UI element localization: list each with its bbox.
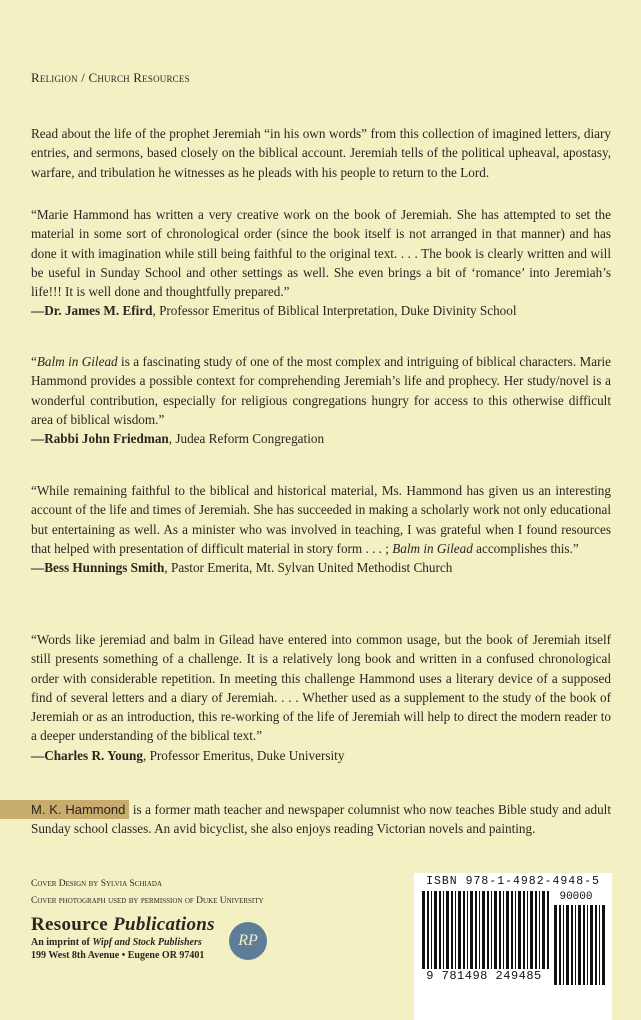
barcode-bar (578, 905, 581, 985)
barcode-bar (458, 891, 461, 969)
barcode-bar (479, 891, 480, 969)
barcode-bar (563, 905, 564, 985)
barcode-bar (491, 891, 492, 969)
publisher-imprint: An imprint of Wipf and Stock Publishers (31, 937, 202, 948)
category-label: Religion / Church Resources (31, 70, 190, 85)
publisher-logo: RP (229, 922, 267, 960)
barcode-bar (583, 905, 585, 985)
book-description: Read about the life of the prophet Jeremiah “in his own words” from this collection of imagined letters, diary entries, and sermons, based closely on the biblical account. Jeremiah tells of the political upheaval, apostasy, warfare, and tribulation he witnesses as he pleads with his people to return to the Lord. (31, 126, 611, 180)
endorsement-text: “Words like jeremiad and balm in Gilead have entered into common usage, but the book of Jeremiah itself still presents something of a challenge. It is a relatively long book and written in a confused chronological order with considerable repetition. In meeting this challenge Hammond uses a literary device of a supposed find of several letters and a diary of Jeremiah. . . . Whether used as a supplement to the study of the book of Jeremiah or as an introduction, this re-working of the life of Jeremiah will help to direct the modern reader to a deeper understanding of the biblical text.” (31, 632, 611, 744)
publisher-name: Resource Publications (31, 914, 215, 935)
isbn-text: ISBN 978-1-4982-4948-5 (426, 875, 600, 888)
endorser-name: —Rabbi John Friedman (31, 431, 169, 447)
barcode-bar (446, 891, 449, 969)
barcode-bar (599, 905, 600, 985)
barcode-bar (427, 891, 429, 969)
barcode-bar (475, 891, 477, 969)
endorsement-text: “While remaining faithful to the biblical and historical material, Ms. Hammond has given us an interesting account of the life and times of Jeremiah. She has succeeded in making a scholarly work not only educational but entertaining as well. As a minister who was involved in teaching, I was grateful when I found resources that helped with presentation of difficult material in story form . . . ; (31, 483, 611, 556)
barcode-bar (494, 891, 497, 969)
author-name: M. K. Hammond (0, 800, 129, 819)
endorser-role: , Professor Emeritus of Biblical Interpretation, Duke Divinity School (152, 303, 517, 319)
endorsement-attribution (31, 301, 611, 320)
barcode-bar (499, 891, 501, 969)
isbn-barcode (414, 873, 612, 1020)
barcode-bar (571, 905, 573, 985)
endorser-role: , Professor Emeritus, Duke University (142, 747, 345, 763)
endorsement-attribution (31, 746, 611, 765)
barcode-bar (559, 905, 561, 985)
barcode-bar (470, 891, 473, 969)
barcode-bar (595, 905, 597, 985)
barcode-bar (463, 891, 465, 969)
barcode-bar (422, 891, 425, 969)
barcode-bar (443, 891, 444, 969)
barcode-bar (539, 891, 540, 969)
endorsement-attribution (31, 558, 611, 577)
publisher-address: 199 West 8th Avenue • Eugene OR 97401 (31, 950, 205, 961)
publisher-block (31, 914, 215, 962)
cover-photo-credit: Cover photograph used by permission of Duke University (31, 896, 264, 906)
barcode-bar (482, 891, 485, 969)
endorsement-text: is a fascinating study of one of the most complex and intriguing of biblical characters. Marie Hammond provides a possible context for comprehending Jeremiah’s life and prophecy. Her study/novel is a wonderful contribution, especially for religious congregations hungry for access to this otherwise difficult area of biblical wisdom.” (31, 354, 611, 427)
barcode-bar (503, 891, 504, 969)
barcode-bar (467, 891, 468, 969)
barcode-digits: 9 781498 249485 (426, 969, 542, 983)
endorsement-text: “Marie Hammond has written a very creative work on the book of Jeremiah. She has attempted to set the material in some sort of chronological order (since the book itself is not arranged in that manner) and has done it with imagination while still being faithful to the original text. . . . The book is clearly written and will be useful in Sunday School and other settings as well. She even brings a bit of ‘romance’ into Jeremiah’s life!!! It is well done and thoughtfully prepared.” (31, 207, 611, 300)
barcode-bar (487, 891, 489, 969)
barcode-bar (451, 891, 453, 969)
barcode-bar (575, 905, 576, 985)
barcode-bar (530, 891, 533, 969)
barcode-bar (602, 905, 605, 985)
author-bio (31, 800, 611, 839)
barcode-bar (542, 891, 545, 969)
book-title: Balm in Gilead (392, 540, 473, 556)
barcode-bar (590, 905, 593, 985)
barcode-bar (439, 891, 441, 969)
endorser-name: —Charles R. Young (31, 747, 143, 763)
barcode-bar (506, 891, 509, 969)
endorsement-attribution (31, 429, 611, 448)
barcode-bar (515, 891, 516, 969)
barcode-bar (455, 891, 456, 969)
barcode-bar (523, 891, 525, 969)
author-bio-text: is a former math teacher and newspaper columnist who now teaches Bible study and adult Sunday school classes. An avid bicyclist, she also enjoys reading Victorian novels and painting. (31, 802, 612, 837)
barcode-bar (587, 905, 588, 985)
barcode-bar (527, 891, 528, 969)
price-addon: 90000 (559, 891, 593, 903)
barcode-bar (535, 891, 537, 969)
barcode-bar (554, 905, 557, 985)
endorser-name: —Dr. James M. Efird (31, 303, 153, 319)
endorser-name: —Bess Hunnings Smith (31, 560, 165, 576)
cover-credits (31, 876, 264, 910)
barcode-bar (431, 891, 432, 969)
endorsement-friedman: “Balm in Gilead is a fascinating study of one of the most complex and intriguing of biblical characters. Marie Hammond provides a possible context for comprehending Jeremiah’s life and prophecy. Her study/novel is a wonderful contribution, especially for religious congregations hungry for access to this otherwise difficult area of biblical wisdom.” —Rabbi John Friedman, Judea Reform Congregation (31, 352, 611, 448)
endorsement-smith (31, 481, 611, 577)
barcode-bar (511, 891, 513, 969)
endorser-role: , Pastor Emerita, Mt. Sylvan United Methodist Church (164, 560, 453, 576)
cover-design-credit: Cover Design by Sylvia Schiada (31, 879, 163, 889)
barcode-bar (434, 891, 437, 969)
endorsement-young (31, 630, 611, 765)
endorser-role: , Judea Reform Congregation (168, 431, 325, 447)
endorsement-efird (31, 205, 611, 321)
barcode-bar (566, 905, 569, 985)
barcode-bar (518, 891, 521, 969)
endorsement-text-end: accomplishes this.” (472, 540, 579, 556)
book-title: Balm in Gilead (36, 354, 118, 369)
